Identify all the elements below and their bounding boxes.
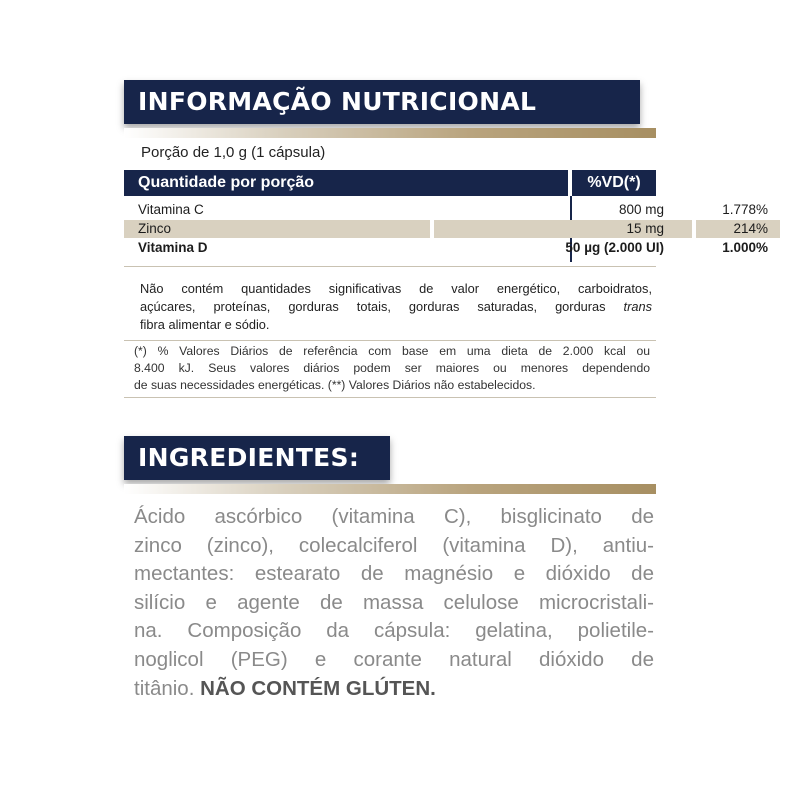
- note-line: Não contém quantidades significativas de valor energético, carboidratos,: [140, 281, 652, 296]
- ingredients-gold-bar: [124, 484, 656, 494]
- quantity-header: Quantidade por porção: [124, 170, 568, 196]
- ingredients-line: titânio. NÃO CONTÉM GLÚTEN.: [134, 676, 436, 700]
- nutrition-note: [140, 280, 652, 334]
- ingredients-line: silício e agente de massa celulose microcristali-: [134, 590, 654, 614]
- nutrient-amount: 15 mg: [626, 221, 664, 236]
- table-row: [124, 220, 768, 238]
- nutrition-title: INFORMAÇÃO NUTRICIONAL: [124, 80, 640, 124]
- portion-size: Porção de 1,0 g (1 cápsula): [141, 144, 326, 161]
- nutrient-amount: 800 mg: [618, 202, 664, 217]
- disclaimer-text: (*) % Valores Diários de referência com base em uma dieta de 2.000 kcal ou 8.400 kJ. Seus valores diários podem ser maiores ou menores dependendo de suas necessidades energéticas. (**) Valores Diários não estabelecidos.: [134, 344, 650, 392]
- nutrient-name: Zinco: [138, 221, 172, 236]
- table-row: [124, 201, 768, 219]
- ingredients-line: mectantes: estearato de magnésio e dióxido de: [134, 562, 654, 586]
- nutrient-vd: 214%: [733, 221, 768, 236]
- ingredients-line: na. Composição da cápsula: gelatina, polietile-: [134, 619, 654, 643]
- ingredients-text: [134, 503, 654, 703]
- nutrient-vd: 1.778%: [722, 202, 768, 217]
- ingredients-line: zinco (zinco), colecalciferol (vitamina D), antiu-: [134, 533, 654, 557]
- nutrition-header: [0, 80, 800, 140]
- ingredients-title: INGREDIENTES:: [124, 436, 390, 480]
- table-bottom-line: [124, 266, 656, 267]
- ingredients-line: Ácido ascórbico (vitamina C), bisglicinato de: [134, 505, 654, 528]
- note-line: fibra alimentar e sódio.: [140, 317, 270, 332]
- table-row: [124, 239, 768, 257]
- nutrition-gold-bar: [124, 128, 656, 138]
- nutrient-name: Vitamina D: [138, 240, 208, 255]
- nutrient-name: Vitamina C: [138, 202, 204, 217]
- vd-header: %VD(*): [572, 170, 656, 196]
- gluten-warning: NÃO CONTÉM GLÚTEN.: [200, 676, 436, 700]
- ingredients-line: noglicol (PEG) e corante natural dióxido de: [134, 647, 654, 671]
- nutrient-amount: 50 µg (2.000 UI): [565, 240, 664, 255]
- ingredients-header: [0, 436, 800, 496]
- nutrient-vd: 1.000%: [722, 240, 768, 255]
- note-line: açúcares, proteínas, gorduras totais, gorduras saturadas, gorduras trans: [140, 299, 652, 314]
